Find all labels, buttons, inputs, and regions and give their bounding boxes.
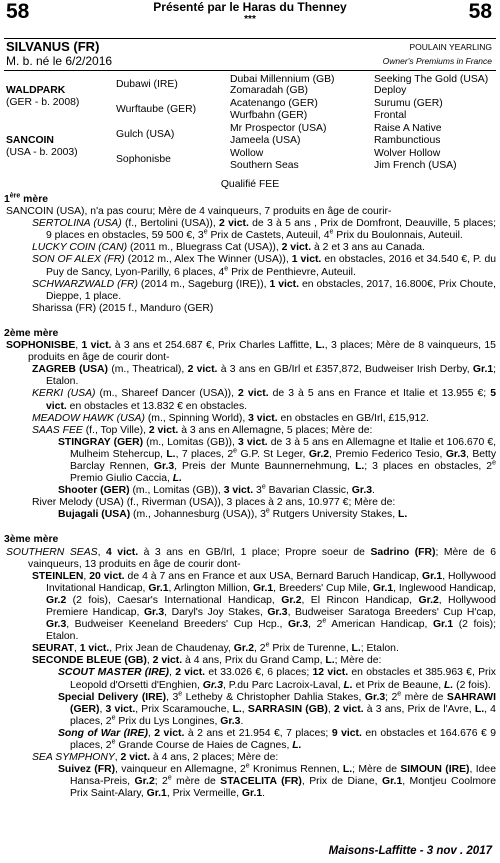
qualification: Qualifié FEE [220,179,280,190]
pedigree-g4: Surumu (GER) [374,98,443,109]
lot-number-left: 58 [6,0,30,23]
sire-name: WALDPARK [6,85,66,96]
pedigree-g4: Jim French (USA) [374,160,457,171]
first-dam-heading: 1ère mère [4,192,49,205]
pedigree-g3: Zomaradah (GB) [230,85,308,96]
pedigree-g2: Wurftaube (GER) [116,104,197,115]
sire-info: (GER - b. 2008) [6,97,80,108]
pedigree-g3: Wollow [230,148,264,159]
first-dam-section: SANCOIN (USA), n'a pas couru; Mère de 4 vainqueurs, 7 produits en âge de courir- SERTOLINA (USA) (f., Bertolini (USA)), 2 vict. de 3 à 5 ans , Prix de Domfront, Deauville, 5 places; 9 places en obstacles, 59 500 €, 3e Prix de Castets, Auteuil, 4e Prix du Boulonnais, Auteuil. LUCKY COIN (CAN) (2011 m., Bluegrass Cat (USA)), 2 vict. à 2 et 3 ans au Canada. SON OF ALEX (FR) (2012 m., Alex The Winner (USA)), 1 vict. en obstacles, 2016 et 34.540 €, P. du Puy de Sancy, Lyon-Parilly, 6 places, 4e Prix de Penthievre, Auteuil. SCHWARZWALD (FR) (2014 m., Sageburg (IRE)), 1 vict. en obstacles, 2017, 16.800€, Prix Choute, Dieppe, 1 place. Sharissa (FR) (2015 f., Manduro (GER) [6,206,497,314]
sale-category: POULAIN YEARLING [409,42,492,52]
second-dam-heading: 2ème mère [4,327,59,339]
pedigree-g2: Dubawi (IRE) [116,79,178,90]
owner-premiums: Owner's Premiums in France [382,56,492,66]
pedigree-g4: Deploy [374,85,407,96]
pedigree-g4: Wolver Hollow [374,148,441,159]
consignor-title: Présenté par le Haras du Thenney [153,0,347,14]
pedigree-g4: Raise A Native [374,123,442,134]
horse-name-bar [4,38,496,71]
pedigree-g3: Wurfbahn (GER) [230,110,308,121]
lot-number-right: 58 [468,0,492,23]
sale-location-date: Maisons-Laffitte - 3 nov . 2017 [328,845,492,857]
pedigree-table [4,71,496,171]
pedigree-g3: Acatenango (GER) [230,98,318,109]
horse-name: SILVANUS (FR) [6,39,100,54]
pedigree-g3: Jameela (USA) [230,135,301,146]
stars: *** [244,14,256,25]
horse-description: M. b. né le 6/2/2016 [6,54,113,68]
page-header [4,0,496,38]
pedigree-g2: Sophonisbe [116,154,171,165]
pedigree-g2: Gulch (USA) [116,129,175,140]
pedigree-g4: Seeking The Gold (USA) [374,74,489,85]
pedigree-g3: Dubai Millennium (GB) [230,74,335,85]
pedigree-g4: Frontal [374,110,407,121]
pedigree-g3: Southern Seas [230,160,299,171]
third-dam-section: SOUTHERN SEAS, 4 vict. à 3 ans en GB/Irl, 1 place; Propre soeur de Sadrino (FR); Mère de 6 vainqueurs, 13 produits en âge de courir dont- STEINLEN, 20 vict. de 4 à 7 ans en France et aux USA, Bernard Baruch Handicap, Gr.1, Hollywood Invitational Handicap, Gr.1, Arlington Million, Gr.1, Breeders' Cup Mile, Gr.1, Inglewood Handicap, Gr.2 (2 fois), Caesar's International Handicap, Gr.2, El Rincon Handicap, Gr.2, Hollywood Premiere Handicap, Gr.3, Daryl's Joy Stakes, Gr.3, Budweiser Saratoga Breeders' Cup H'cap, Gr.3, Budweiser Keeneland Breeders' Cup Hcp., Gr.3, 2e American Handicap, Gr.1 (2 fois); Etalon. SEURAT, 1 vict., Prix Jean de Chaudenay, Gr.2, 2e Prix de Turenne, L.; Etalon. SECONDE BLEUE (GB), 2 vict. à 4 ans, Prix du Grand Camp, L.; Mère de: SCOUT MASTER (IRE), 2 vict. et 33.026 €, 6 places; 12 vict. en obstacles et 385.963 €, Prix Leopold d'Orsetti d'Enghien, Gr.3, P.du Parc Lacroix-Laval, L. et Prix de Beaune, L. (2 fois). Special Delivery (IRE), 3e Letheby & Christopher Dahlia Stakes, Gr.3; 2e mère de SAHRAWI (GER), 3 vict., Prix Scaramouche, L., SARRASIN (GB), 2 vict. à 3 ans, Prix de l'Avre, L., 4 places, 2e Prix du Lys Longines, Gr.3. Song of War (IRE), 2 vict. à 2 ans et 21.954 €, 7 places; 9 vict. en obstacles et 164.676 € 9 places, 2e Grande Course de Haies de Cagnes, L. SEA SYMPHONY, 2 vict. à 4 ans, 2 places; Mère de: Suivez (FR), vainqueur en Allemagne, 2e Kronimus Rennen, L.; Mère de SIMOUN (IRE), Idee Hansa-Preis, Gr.2; 2e mère de STACELITA (FR), Prix de Diane, Gr.1, Montjeu Coolmore Prix Saint-Alary, Gr.1, Prix Vermeille, Gr.1. [6,546,497,800]
pedigree-g3: Mr Prospector (USA) [230,123,327,134]
second-dam-section: SOPHONISBE, 1 vict. à 3 ans et 254.687 €, Prix Charles Laffitte, L., 3 places; Mère de 8 vainqueurs, 15 produits en âge de courir dont- ZAGREB (USA) (m., Theatrical), 2 vict. à 3 ans en GB/Irl et £357,872, Budweiser Irish Derby, Gr.1; Etalon. KERKI (USA) (m., Shareef Dancer (USA)), 2 vict. de 3 à 5 ans en France et Italie et 13.955 €; 5 vict. en obstacles et 13.832 € en obstacles. MEADOW HAWK (USA) (m., Spinning World), 3 vict. en obstacles en GB/Irl, £15,912. SAAS FEE (f., Top Ville), 2 vict. à 3 ans en Allemagne, 5 places; Mère de: STINGRAY (GER) (m., Lomitas (GB)), 3 vict. de 3 à 5 ans en Allemagne et Italie et 106.670 €, Mulheim Stehercup, L., 7 places, 2e G.P. St Leger, Gr.2, Premio Federico Tesio, Gr.3, Betty Barclay Rennen, Gr.3, Preis der Munte Baunnernehmung, L.; 3 places en obstacles, 2e Premio Giulio Caccia, L. Shooter (GER) (m., Lomitas (GB)), 3 vict. 3e Bavarian Classic, Gr.3. River Melody (USA) (f., Riverman (USA)), 3 places à 2 ans, 10.977 €; Mère de: Bujagali (USA) (m., Johannesburg (USA)), 3e Rutgers University Stakes, L. [6,340,497,521]
catalogue-page [4,0,496,801]
third-dam-heading: 3ème mère [4,534,59,546]
pedigree-g4: Rambunctious [374,135,441,146]
dam-info: (USA - b. 2003) [6,147,78,158]
dam-name: SANCOIN [6,135,54,146]
